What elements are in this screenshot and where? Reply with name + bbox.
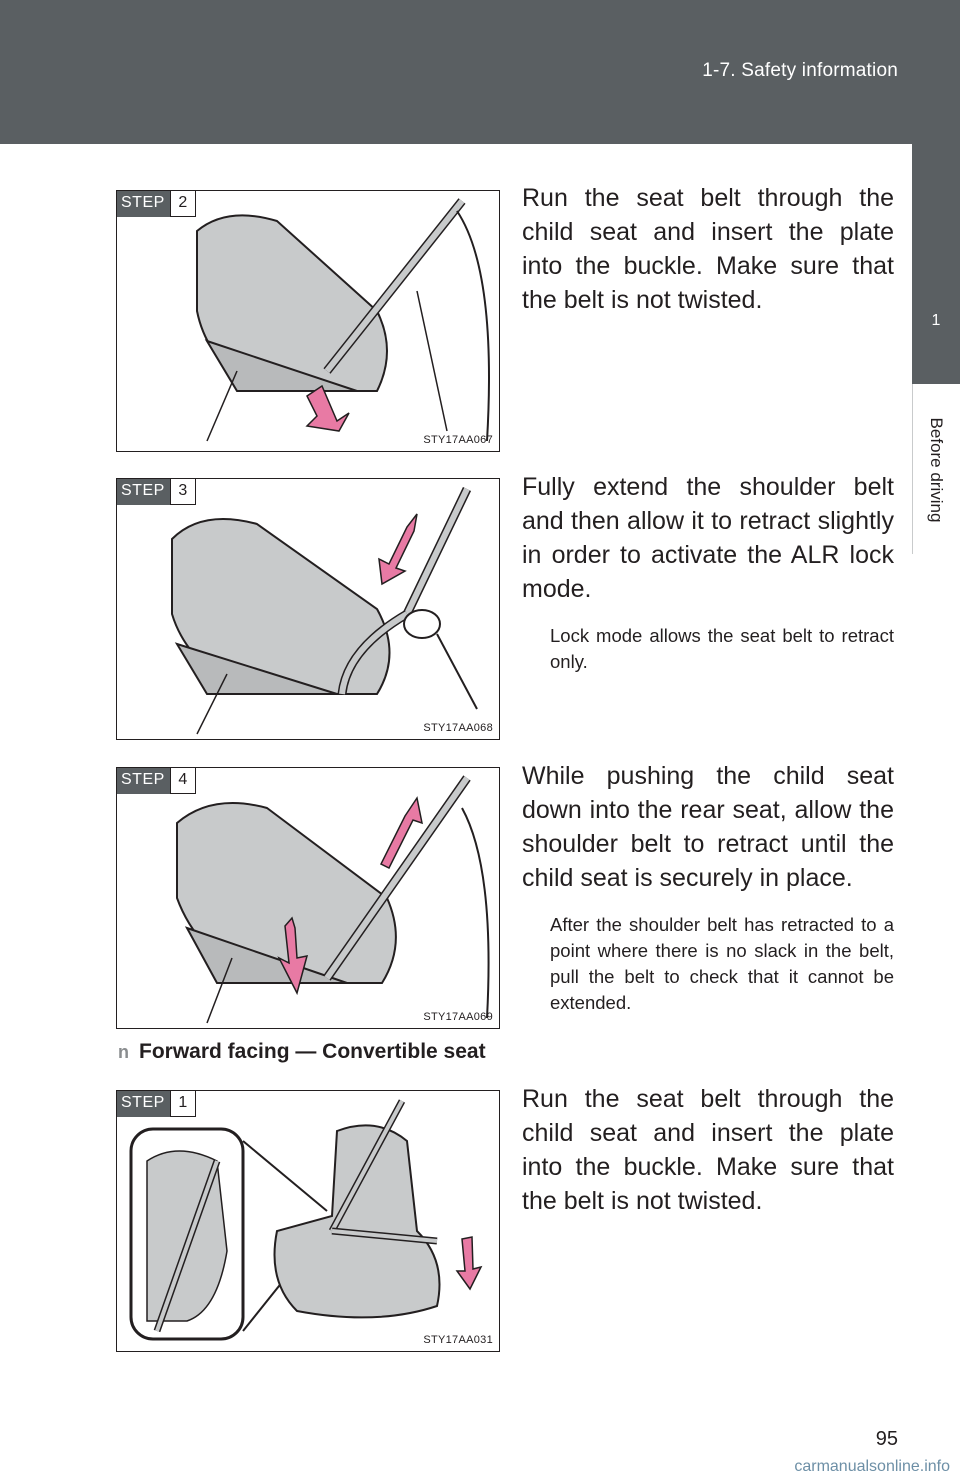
page-header (0, 0, 960, 144)
section-title: 1-7. Safety information (702, 60, 898, 81)
step-badge (117, 1091, 196, 1117)
step-3-note: Lock mode allows the seat belt to retract only. (550, 625, 894, 672)
figure-forward-step-1 (116, 1090, 500, 1352)
figure-code: STY17AA069 (423, 1011, 493, 1023)
figure-code: STY17AA068 (423, 722, 493, 734)
figure-step-3 (116, 478, 500, 740)
figure-step-4 (116, 767, 500, 1029)
step-number: 3 (170, 479, 196, 505)
step-4-note: After the shoulder belt has retracted to a point where there is no slack in the belt, pull the belt to check that it cannot be extended. (550, 914, 894, 1013)
subsection-heading (118, 1040, 486, 1064)
infant-seat-illustration (117, 479, 500, 740)
step-number: 2 (170, 191, 196, 217)
step-2-text: Run the seat belt through the child seat and insert the plate into the buckle. Make sure that the belt is not twisted. (522, 184, 894, 314)
forward-step-1-text: Run the seat belt through the child seat and insert the plate into the buckle. Make sure that the belt is not twisted. (522, 1085, 894, 1215)
step-badge (117, 768, 196, 794)
step-badge (117, 191, 196, 217)
figure-code: STY17AA067 (423, 434, 493, 446)
bullet-icon: n (118, 1041, 129, 1062)
convertible-seat-illustration (117, 1091, 500, 1352)
step-label: STEP (117, 191, 170, 217)
step-label: STEP (117, 768, 170, 794)
subsection-title: Forward facing — Convertible seat (139, 1040, 486, 1063)
chapter-number: 1 (931, 312, 941, 329)
chapter-tab (912, 144, 960, 384)
infant-seat-illustration (117, 768, 500, 1029)
chapter-label: Before driving (927, 417, 946, 523)
figure-step-2 (116, 190, 500, 452)
watermark: carmanualsonline.info (794, 1458, 950, 1475)
figure-code: STY17AA031 (423, 1334, 493, 1346)
step-number: 1 (170, 1091, 196, 1117)
step-badge (117, 479, 196, 505)
step-label: STEP (117, 479, 170, 505)
step-label: STEP (117, 1091, 170, 1117)
step-3-text: Fully extend the shoulder belt and then allow it to retract slightly in order to activate the ALR lock mode. (522, 473, 894, 603)
infant-seat-illustration (117, 191, 500, 452)
step-number: 4 (170, 768, 196, 794)
step-4-text: While pushing the child seat down into the rear seat, allow the shoulder belt to retract until the child seat is securely in place. (522, 762, 894, 892)
page-number: 95 (875, 1428, 898, 1450)
